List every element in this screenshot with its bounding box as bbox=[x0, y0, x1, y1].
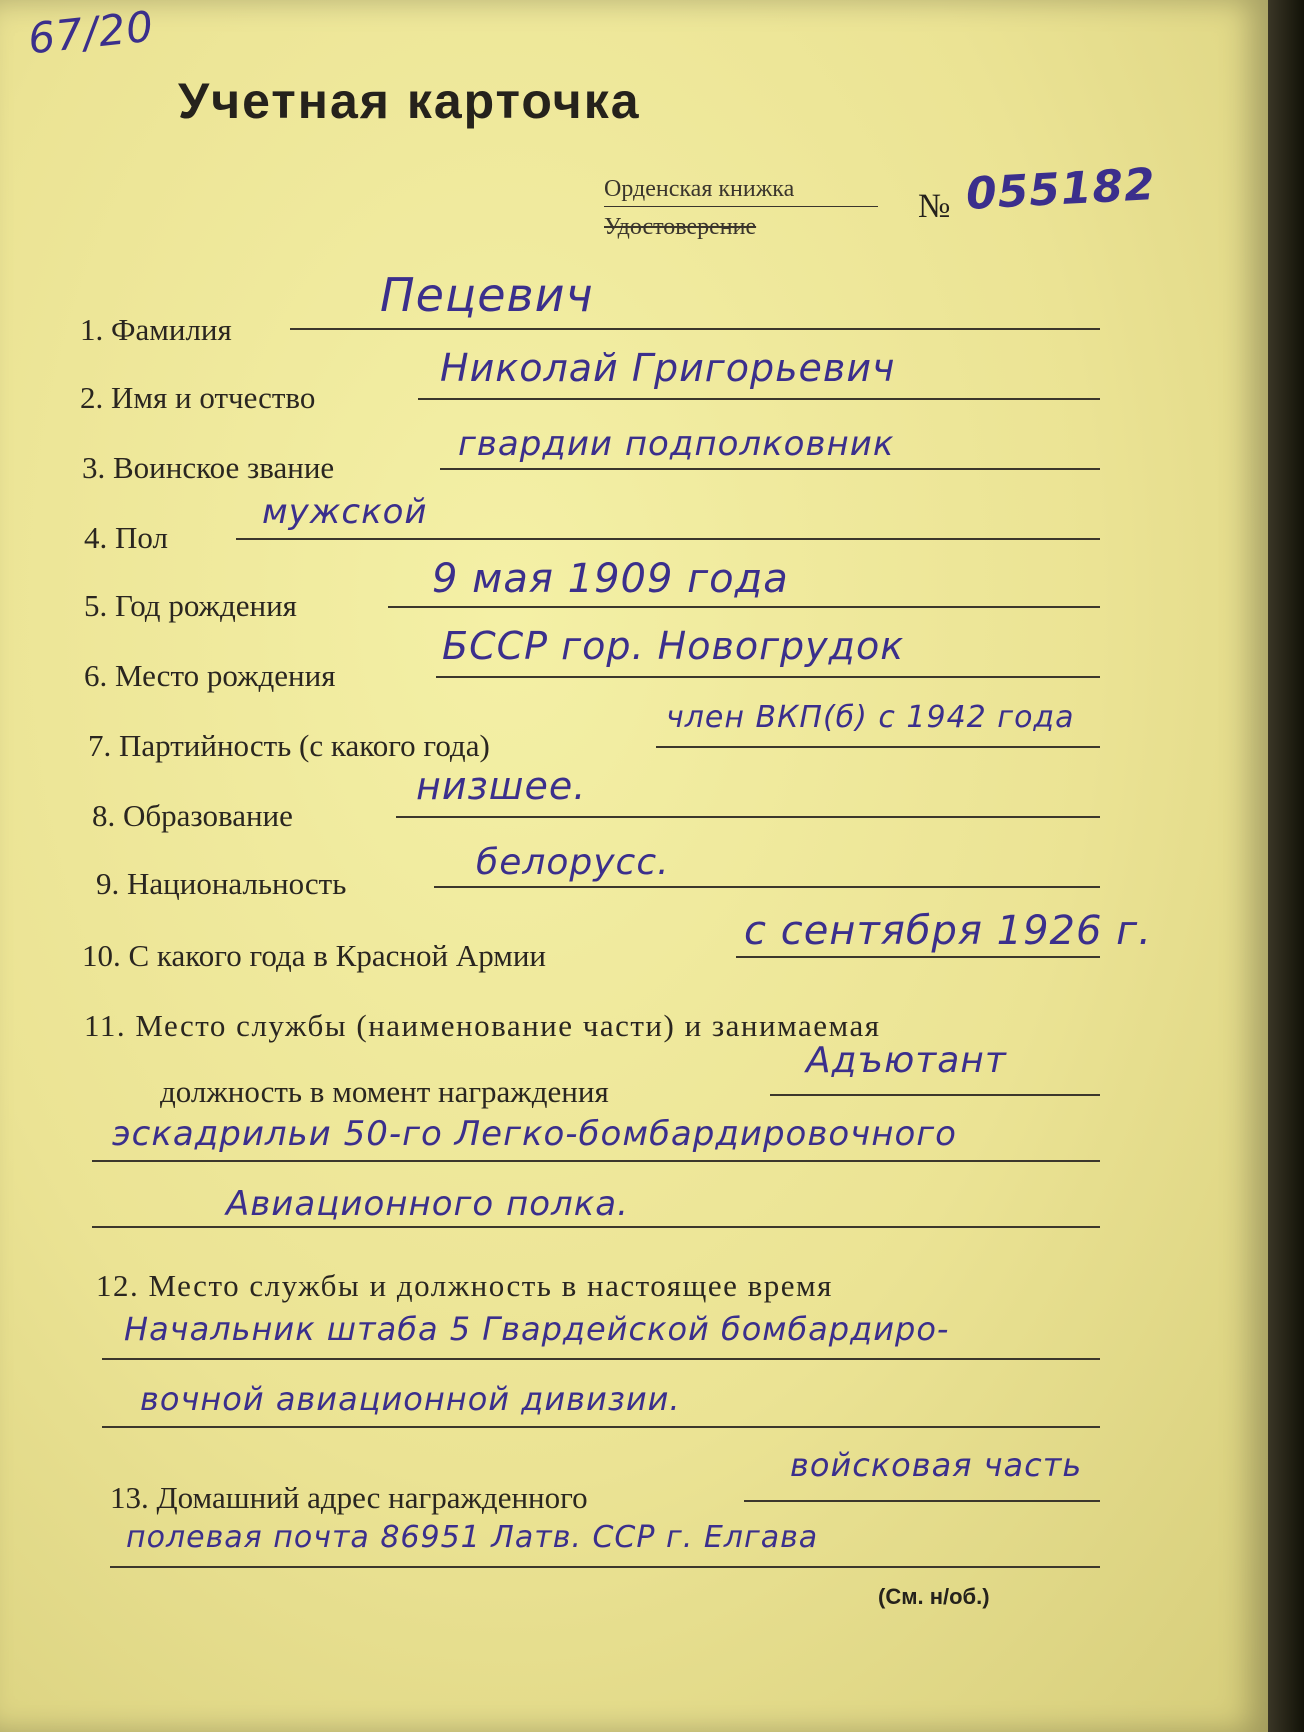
field-surname-value: Пецевич bbox=[380, 268, 594, 322]
field-current-service-value-1: Начальник штаба 5 Гвардейской бомбардиро- bbox=[124, 1310, 950, 1348]
field-service-line-2 bbox=[92, 1160, 1100, 1162]
field-sex-line bbox=[236, 538, 1100, 540]
field-address-value-1: войсковая часть bbox=[790, 1446, 1083, 1484]
field-service-label-1: 11. Место службы (наименование части) и занимаемая bbox=[84, 1008, 881, 1043]
field-army-since-value: с сентября 1926 г. bbox=[744, 908, 1152, 954]
field-current-service-value-2: вочной авиационной дивизии. bbox=[140, 1380, 681, 1418]
field-nationality-label: 9. Национальность bbox=[96, 866, 347, 901]
field-army-since-label: 10. С какого года в Красной Армии bbox=[82, 938, 547, 973]
field-name-line bbox=[418, 398, 1100, 400]
field-army-since-line bbox=[736, 956, 1100, 958]
field-surname-line bbox=[290, 328, 1100, 330]
field-rank-value: гвардии подполковник bbox=[458, 424, 895, 464]
card-title: Учетная карточка bbox=[178, 73, 641, 129]
field-rank-label: 3. Воинское звание bbox=[82, 450, 335, 485]
doc-type-order-book: Орденская книжка bbox=[604, 176, 795, 202]
field-service-value-1: Адъютант bbox=[806, 1040, 1007, 1081]
field-surname-label: 1. Фамилия bbox=[80, 312, 232, 347]
card-edge-shadow bbox=[1268, 0, 1304, 1732]
archive-number: 67/20 bbox=[25, 1, 157, 64]
field-birth-year-label: 5. Год рождения bbox=[84, 588, 297, 623]
field-name-label: 2. Имя и отчество bbox=[80, 380, 316, 415]
doc-type-certificate: Удостоверение bbox=[604, 214, 757, 240]
field-address-value-2: полевая почта 86951 Латв. ССР г. Елгава bbox=[126, 1520, 819, 1555]
field-service-label-2: должность в момент награждения bbox=[160, 1074, 609, 1109]
field-current-service-line-1 bbox=[102, 1358, 1100, 1360]
field-current-service-line-2 bbox=[102, 1426, 1100, 1428]
field-address-line-1 bbox=[744, 1500, 1100, 1502]
field-name-value: Николай Григорьевич bbox=[440, 346, 896, 390]
field-sex-value: мужской bbox=[262, 492, 428, 532]
field-rank-line bbox=[440, 468, 1100, 470]
field-sex-label: 4. Пол bbox=[84, 520, 168, 555]
footnote: (См. н/об.) bbox=[878, 1584, 990, 1609]
field-nationality-line bbox=[434, 886, 1100, 888]
field-service-line-3 bbox=[92, 1226, 1100, 1228]
field-current-service-label: 12. Место службы и должность в настоящее время bbox=[96, 1268, 833, 1303]
field-education-value: низшее. bbox=[416, 764, 587, 808]
field-birthplace-value: БССР гор. Новогрудок bbox=[442, 624, 905, 668]
field-education-line bbox=[396, 816, 1100, 818]
field-party-line bbox=[656, 746, 1100, 748]
number-label: № bbox=[918, 188, 951, 225]
number-value: 055182 bbox=[964, 159, 1157, 220]
field-birth-year-value: 9 мая 1909 года bbox=[432, 556, 789, 602]
field-service-value-3: Авиационного полка. bbox=[226, 1184, 629, 1224]
field-education-label: 8. Образование bbox=[92, 798, 293, 833]
field-birth-year-line bbox=[388, 606, 1100, 608]
field-birthplace-label: 6. Место рождения bbox=[84, 658, 336, 693]
field-nationality-value: белорусс. bbox=[476, 842, 670, 883]
field-service-value-2: эскадрильи 50-го Легко-бомбардировочного bbox=[112, 1114, 957, 1154]
field-birthplace-line bbox=[436, 676, 1100, 678]
doc-type-divider bbox=[604, 206, 878, 207]
field-address-line-2 bbox=[110, 1566, 1100, 1568]
field-party-value: член ВКП(б) с 1942 года bbox=[666, 700, 1075, 735]
field-party-label: 7. Партийность (с какого года) bbox=[88, 728, 490, 763]
field-address-label: 13. Домашний адрес награжденного bbox=[110, 1480, 588, 1515]
field-service-line-1 bbox=[770, 1094, 1100, 1096]
